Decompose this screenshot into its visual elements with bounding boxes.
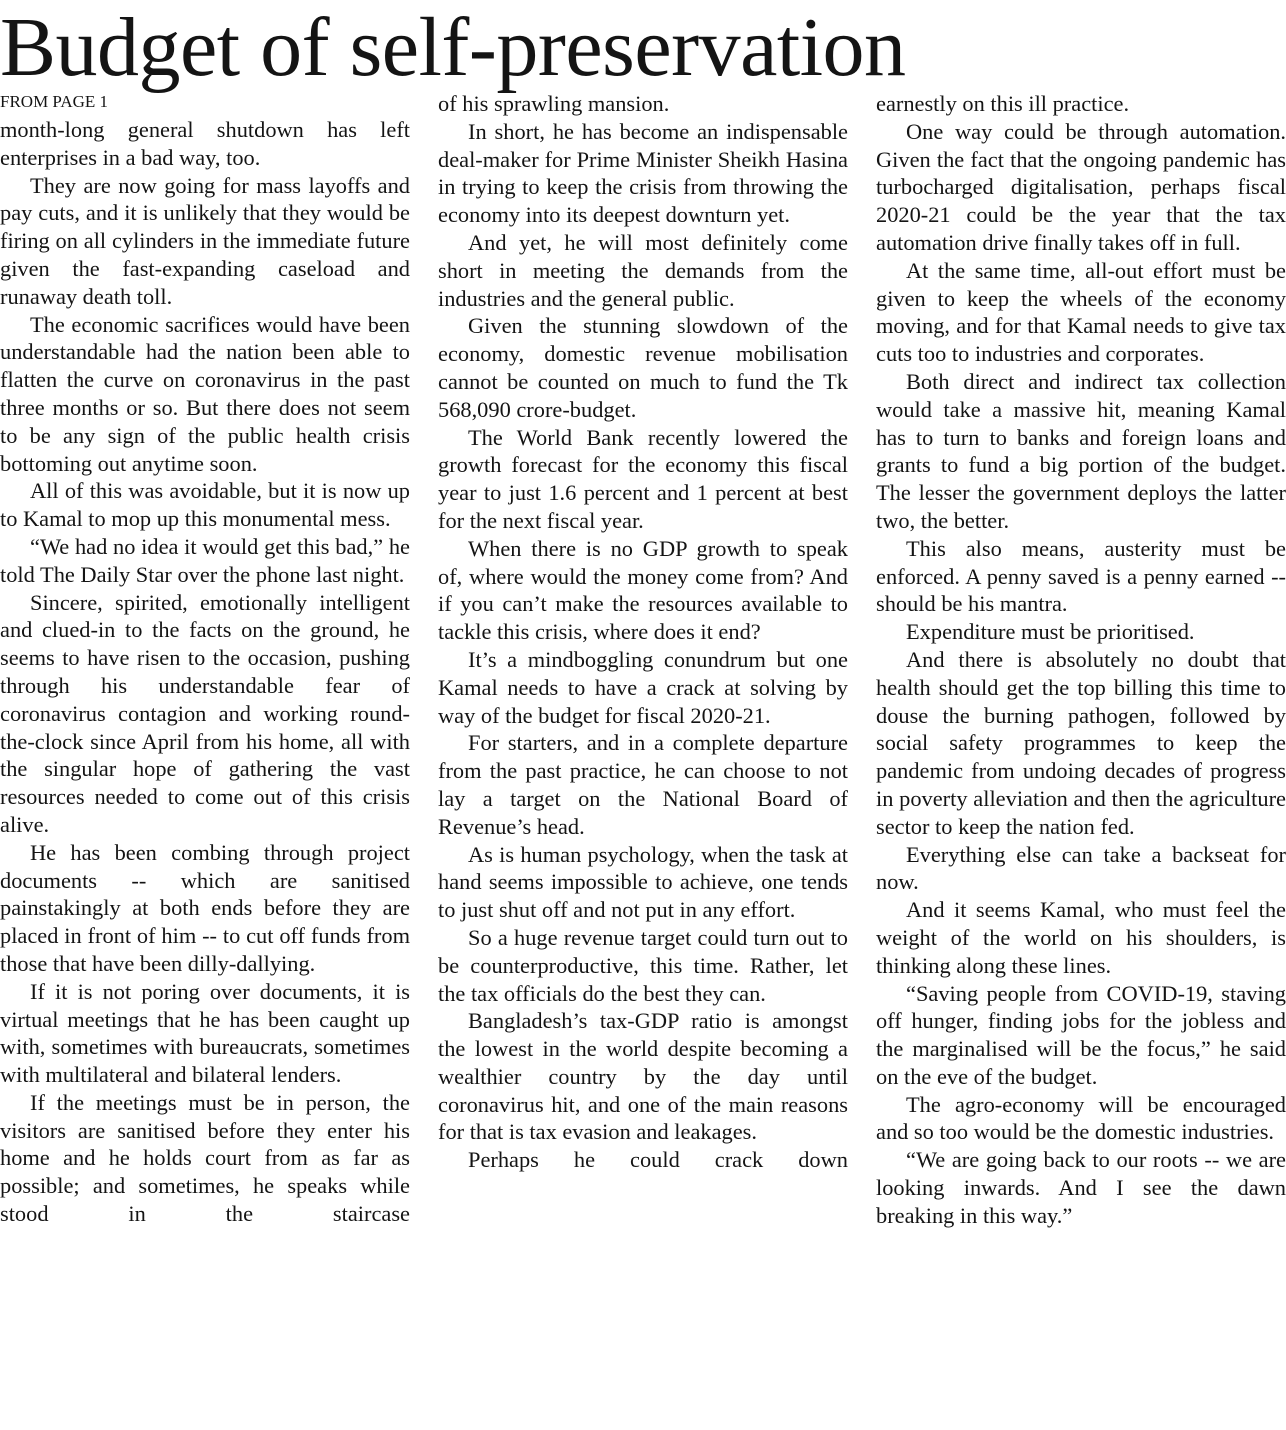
paragraph: One way could be through automation. Given the fact that the ongoing pandemic has turbocharged digitalisation, perhaps fiscal 2020-21 could be the year that the tax automation drive finally takes off in full.: [876, 118, 1286, 255]
paragraph: of his sprawling mansion.: [438, 91, 670, 116]
paragraph: earnestly on this ill practice.: [876, 91, 1130, 116]
paragraph: Perhaps he could crack down: [468, 1147, 848, 1173]
paragraph: At the same time, all-out effort must be given to keep the wheels of the economy moving, and for that Kamal needs to give tax cuts too to industries and corporates.: [876, 257, 1286, 367]
paragraph: The economic sacrifices would have been understandable had the nation been able to flatten the curve on coronavirus in the past three months or so. But there does not seem to be any sign of the public health crisis bottoming out anytime soon.: [0, 311, 410, 476]
paragraph: Everything else can take a backseat for now.: [876, 841, 1286, 895]
paragraph: “We are going back to our roots -- we are looking inwards. And I see the dawn breaking in this way.”: [876, 1147, 1286, 1228]
paragraph: The agro-economy will be encouraged and so too would be the domestic industries.: [876, 1091, 1286, 1145]
paragraph: It’s a mindboggling conundrum but one Kamal needs to have a crack at solving by way of the budget for fiscal 2020-21.: [438, 646, 848, 728]
article-column-3: [876, 90, 1286, 1230]
paragraph: They are now going for mass layoffs and pay cuts, and it is unlikely that they would be firing on all cylinders in the immediate future given the fast-expanding caseload and runaway death toll.: [0, 172, 410, 309]
paragraph: Bangladesh’s tax-GDP ratio is amongst the lowest in the world despite becoming a wealthier country by the day until coronavirus hit, and one of the main reasons for that is tax evasion and leakages.: [438, 1008, 848, 1145]
paragraph: So a huge revenue target could turn out to be counterproductive, this time. Rather, let the tax officials do the best they can.: [438, 924, 848, 1006]
paragraph: Sincere, spirited, emotionally intelligent and clued-in to the facts on the ground, he seems to have risen to the occasion, pushing through his understandable fear of coronavirus contagion and working round-the-clock since April from his home, all with the singular hope of gathering the vast resources needed to come out of this crisis alive.: [0, 589, 410, 837]
paragraph: Expenditure must be prioritised.: [906, 619, 1195, 645]
paragraph: This also means, austerity must be enforced. A penny saved is a penny earned -- should be his mantra.: [876, 535, 1286, 617]
paragraph: Given the stunning slowdown of the economy, domestic revenue mobilisation cannot be counted on much to fund the Tk 568,090 crore-budget.: [438, 313, 848, 422]
paragraph: And it seems Kamal, who must feel the weight of the world on his shoulders, is thinking along these lines.: [876, 897, 1286, 978]
paragraph: If it is not poring over documents, it is virtual meetings that he has been caught up with, sometimes with bureaucrats, sometimes with multilateral and bilateral lenders.: [0, 978, 410, 1088]
paragraph: For starters, and in a complete departure from the past practice, he can choose to not lay a target on the National Board of Revenue’s head.: [438, 730, 848, 839]
paragraph: He has been combing through project documents -- which are sanitised painstakingly at both ends before they are placed in front of him -- to cut off funds from those that have been dilly-dallying.: [0, 839, 410, 976]
paragraph: In short, he has become an indispensable deal-maker for Prime Minister Sheikh Hasina in trying to keep the crisis from throwing the economy into its deepest downturn yet.: [438, 118, 848, 228]
paragraph: And there is absolutely no doubt that health should get the top billing this time to douse the burning pathogen, followed by social safety programmes to keep the pandemic from undoing decades of progress in poverty alleviation and then the agriculture sector to keep the nation fed.: [876, 646, 1286, 839]
article-column-1: [0, 116, 410, 1228]
continuation-label: FROM PAGE 1: [0, 92, 109, 111]
paragraph: “Saving people from COVID-19, staving off hunger, finding jobs for the jobless and the marginalised will be the focus,” he said on the eve of the budget.: [876, 980, 1286, 1089]
paragraph: As is human psychology, when the task at hand seems impossible to achieve, one tends to just shut off and not put in any effort.: [438, 841, 848, 923]
paragraph: “We had no idea it would get this bad,” he told The Daily Star over the phone last night.: [0, 533, 410, 587]
paragraph: And yet, he will most definitely come short in meeting the demands from the industries and the general public.: [438, 229, 848, 311]
paragraph: When there is no GDP growth to speak of, where would the money come from? And if you can’t make the resources available to tackle this crisis, where does it end?: [438, 535, 848, 645]
paragraph: The World Bank recently lowered the growth forecast for the economy this fiscal year to just 1.6 percent and 1 percent at best for the next fiscal year.: [438, 424, 848, 533]
paragraph: Both direct and indirect tax collection would take a massive hit, meaning Kamal has to turn to banks and foreign loans and grants to fund a big portion of the budget. The lesser the government deploys the latter two, the better.: [876, 368, 1286, 533]
paragraph: month-long general shutdown has left enterprises in a bad way, too.: [0, 117, 410, 170]
article-column-2: [438, 90, 848, 1174]
paragraph: All of this was avoidable, but it is now up to Kamal to mop up this monumental mess.: [0, 478, 410, 532]
paragraph: If the meetings must be in person, the visitors are sanitised before they enter his home and he holds court from as far as possible; and sometimes, he speaks while stood in the staircase: [0, 1089, 410, 1227]
headline: Budget of self-preservation: [0, 1, 906, 94]
